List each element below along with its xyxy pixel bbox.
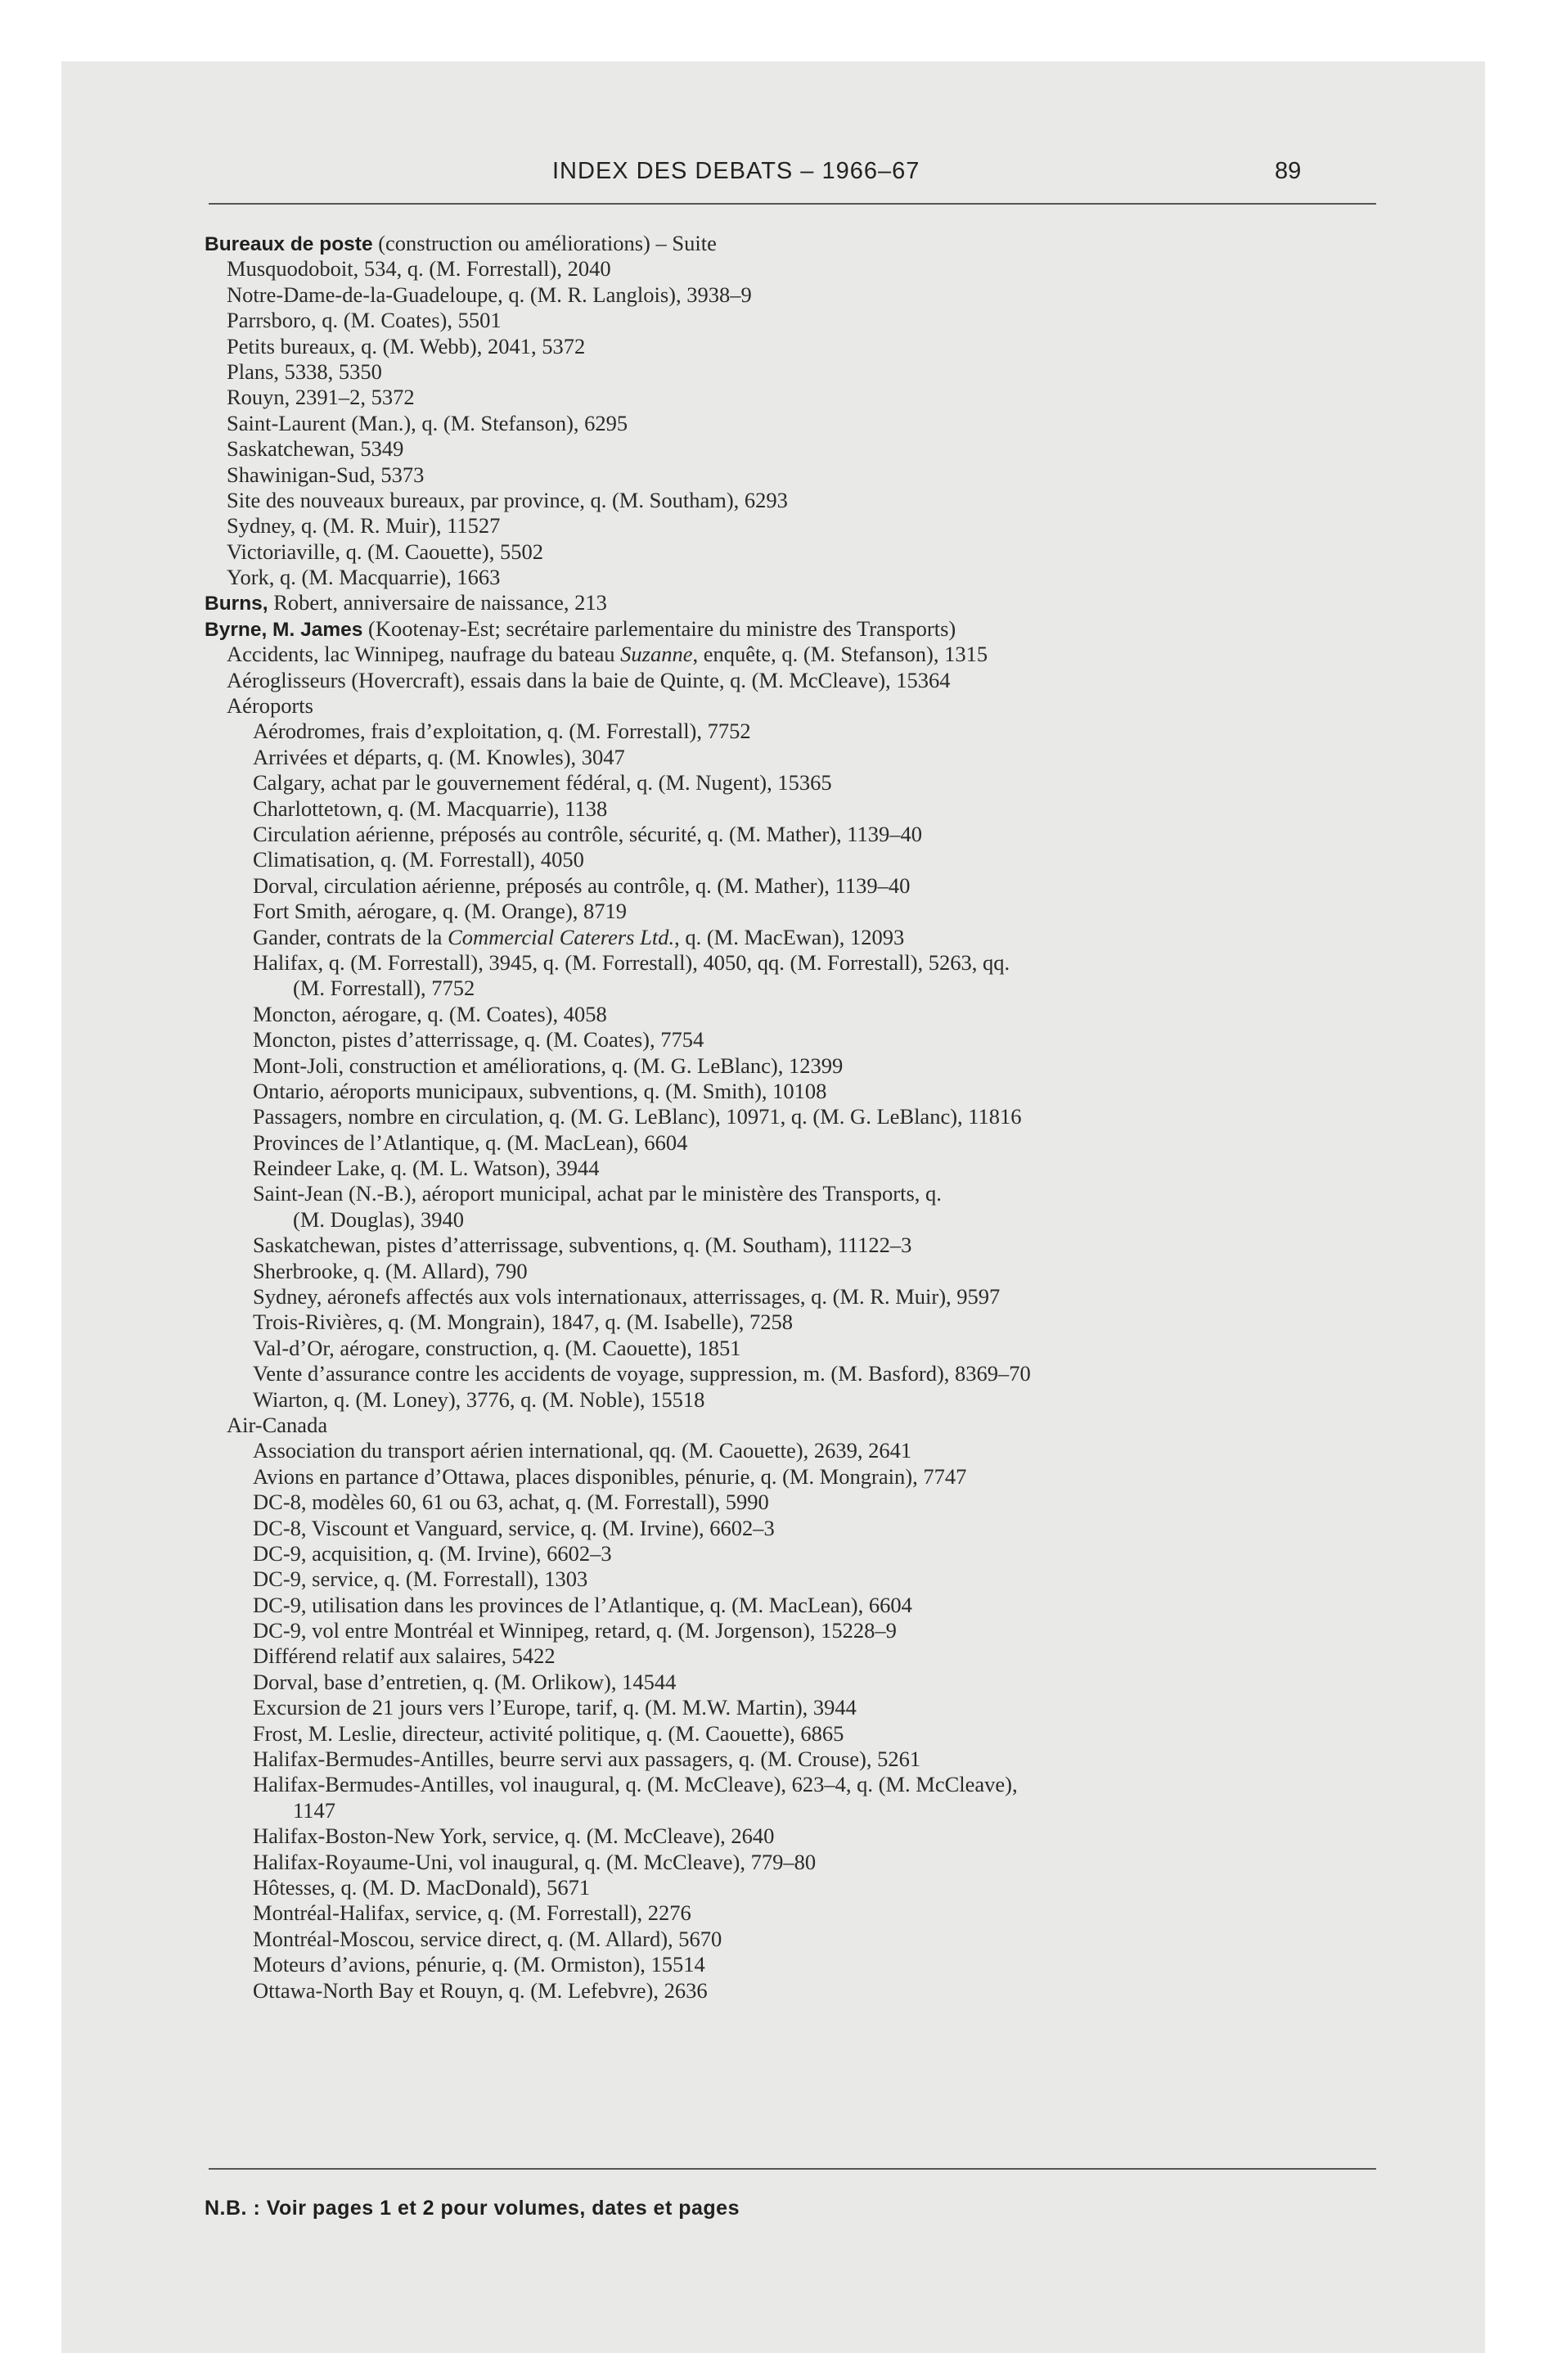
index-entry-text: 1147 bbox=[293, 1797, 336, 1823]
index-subentry bbox=[205, 436, 1399, 462]
index-entry-text: Moncton, aérogare, q. (M. Coates), 4058 bbox=[253, 1001, 607, 1026]
index-subentry bbox=[205, 822, 1399, 847]
index-subentry bbox=[205, 1490, 1399, 1515]
index-subentry bbox=[205, 642, 1399, 667]
index-subentry bbox=[205, 1104, 1399, 1129]
index-headword: Byrne, M. James bbox=[205, 618, 363, 641]
index-subentry bbox=[205, 1027, 1399, 1053]
index-subentry bbox=[205, 1850, 1399, 1875]
index-entry-text: DC-9, utilisation dans les provinces de l’Atlantique, q. (M. MacLean), 6604 bbox=[253, 1592, 912, 1617]
index-subentry bbox=[205, 1156, 1399, 1181]
index-subentry bbox=[205, 847, 1399, 872]
index-entry-text: Victoriaville, q. (M. Caouette), 5502 bbox=[227, 539, 543, 564]
index-subentry bbox=[205, 1670, 1399, 1695]
index-subentry bbox=[205, 770, 1399, 796]
index-subentry bbox=[205, 1233, 1399, 1258]
index-entry-text: Circulation aérienne, préposés au contrôle, sécurité, q. (M. Mather), 1139–40 bbox=[253, 821, 923, 846]
index-entry-text: Halifax-Royaume-Uni, vol inaugural, q. (M. McCleave), 779–80 bbox=[253, 1849, 817, 1874]
index-entry-text-after: , q. (M. MacEwan), 12093 bbox=[674, 924, 905, 949]
index-entry-text: Montréal-Moscou, service direct, q. (M. Allard), 5670 bbox=[253, 1926, 722, 1951]
index-entry-text: Vente d’assurance contre les accidents de voyage, suppression, m. (M. Basford), 8369–70 bbox=[253, 1361, 1031, 1386]
header-rule bbox=[209, 203, 1376, 205]
index-entry-text: Halifax-Bermudes-Antilles, beurre servi aux passagers, q. (M. Crouse), 5261 bbox=[253, 1747, 921, 1772]
index-subentry bbox=[205, 1259, 1399, 1284]
index-entry-text: Avions en partance d’Ottawa, places disponibles, pénurie, q. (M. Mongrain), 7747 bbox=[253, 1463, 967, 1489]
index-subentry bbox=[205, 1952, 1399, 1977]
index-entry-text: Moteurs d’avions, pénurie, q. (M. Ormiston), 15514 bbox=[253, 1952, 705, 1977]
index-entry-text: Reindeer Lake, q. (M. L. Watson), 3944 bbox=[253, 1156, 600, 1181]
index-subentry bbox=[205, 976, 1399, 1001]
index-subentry bbox=[205, 950, 1399, 976]
index-entry-text: Aéroglisseurs (Hovercraft), essais dans la baie de Quinte, q. (M. McCleave), 15364 bbox=[227, 667, 951, 692]
index-entry-text: Charlottetown, q. (M. Macquarrie), 1138 bbox=[253, 796, 608, 821]
index-entry-text: Mont-Joli, construction et améliorations, q. (M. G. LeBlanc), 12399 bbox=[253, 1053, 844, 1078]
index-subentry bbox=[205, 359, 1399, 385]
index-entry-text: Provinces de l’Atlantique, q. (M. MacLean), 6604 bbox=[253, 1129, 688, 1155]
index-entry-text: Climatisation, q. (M. Forrestall), 4050 bbox=[253, 847, 584, 872]
index-entry-text: Saskatchewan, pistes d’atterrissage, subventions, q. (M. Southam), 11122–3 bbox=[253, 1233, 912, 1258]
index-subentry bbox=[205, 308, 1399, 333]
index-entry-text: Accidents, lac Winnipeg, naufrage du bateau bbox=[227, 642, 621, 667]
index-subentry bbox=[205, 1695, 1399, 1720]
index-entry-italic: Commercial Caterers Ltd. bbox=[448, 924, 675, 949]
index-entry-text: Shawinigan-Sud, 5373 bbox=[227, 462, 425, 487]
index-entry-text: Aéroports bbox=[227, 693, 313, 719]
index-subentry bbox=[205, 796, 1399, 822]
index-subentry bbox=[205, 1387, 1399, 1413]
index-subentry bbox=[205, 1413, 1399, 1438]
index-entry-text: York, q. (M. Macquarrie), 1663 bbox=[227, 565, 501, 590]
index-subentry bbox=[205, 513, 1399, 539]
index-heading-entry bbox=[205, 231, 1399, 256]
index-subentry bbox=[205, 385, 1399, 410]
index-entry-text: Dorval, base d’entretien, q. (M. Orlikow), 14544 bbox=[253, 1669, 677, 1694]
index-entry-text: Petits bureaux, q. (M. Webb), 2041, 5372 bbox=[227, 333, 586, 358]
index-subentry bbox=[205, 1927, 1399, 1952]
index-subentry bbox=[205, 1900, 1399, 1926]
index-subentry bbox=[205, 1336, 1399, 1361]
index-entry-text: Saint-Laurent (Man.), q. (M. Stefanson), 6295 bbox=[227, 410, 628, 435]
index-entries bbox=[205, 231, 1399, 2004]
index-entry-text: Hôtesses, q. (M. D. MacDonald), 5671 bbox=[253, 1875, 591, 1900]
index-subentry bbox=[205, 1207, 1399, 1233]
index-subentry bbox=[205, 411, 1399, 436]
index-entry-text: Halifax, q. (M. Forrestall), 3945, q. (M. Forrestall), 4050, qq. (M. Forrestall), 5263, qq. bbox=[253, 949, 1010, 975]
index-page bbox=[61, 61, 1485, 2353]
index-entry-text: Notre-Dame-de-la-Guadeloupe, q. (M. R. Langlois), 3938–9 bbox=[227, 282, 752, 307]
index-subentry bbox=[205, 462, 1399, 488]
index-subentry bbox=[205, 1464, 1399, 1490]
index-entry-text: Robert, anniversaire de naissance, 213 bbox=[268, 590, 607, 615]
index-entry-text: Saint-Jean (N.-B.), aéroport municipal, achat par le ministère des Transports, q. bbox=[253, 1181, 942, 1206]
index-entry-text: Montréal-Halifax, service, q. (M. Forrestall), 2276 bbox=[253, 1900, 691, 1926]
footnote: N.B. : Voir pages 1 et 2 pour volumes, dates et pages bbox=[205, 2197, 740, 2220]
index-entry-text: DC-9, service, q. (M. Forrestall), 1303 bbox=[253, 1566, 588, 1592]
index-subentry bbox=[205, 1130, 1399, 1156]
index-subentry bbox=[205, 488, 1399, 513]
index-subentry bbox=[205, 745, 1399, 770]
index-entry-text: Halifax-Boston-New York, service, q. (M. McCleave), 2640 bbox=[253, 1823, 775, 1849]
index-subentry bbox=[205, 1079, 1399, 1104]
index-subentry bbox=[205, 256, 1399, 282]
index-subentry bbox=[205, 1284, 1399, 1309]
index-entry-text: Arrivées et départs, q. (M. Knowles), 3047 bbox=[253, 744, 625, 769]
index-subentry bbox=[205, 668, 1399, 693]
index-entry-text: Saskatchewan, 5349 bbox=[227, 436, 404, 462]
index-entry-text: Moncton, pistes d’atterrissage, q. (M. Coates), 7754 bbox=[253, 1027, 704, 1053]
index-subentry bbox=[205, 1438, 1399, 1463]
index-subentry bbox=[205, 1772, 1399, 1797]
index-subentry bbox=[205, 925, 1399, 950]
index-subentry bbox=[205, 1618, 1399, 1643]
index-entry-text: Association du transport aérien international, qq. (M. Caouette), 2639, 2641 bbox=[253, 1438, 912, 1463]
index-subentry bbox=[205, 1721, 1399, 1747]
index-heading-entry bbox=[205, 590, 1399, 615]
index-entry-text: Ontario, aéroports municipaux, subventions, q. (M. Smith), 10108 bbox=[253, 1078, 827, 1103]
index-headword: Burns, bbox=[205, 593, 268, 615]
index-subentry bbox=[205, 1541, 1399, 1566]
index-entry-text: Sydney, aéronefs affectés aux vols internationaux, atterrissages, q. (M. R. Muir), 9597 bbox=[253, 1284, 1001, 1309]
index-entry-text: Excursion de 21 jours vers l’Europe, tarif, q. (M. M.W. Martin), 3944 bbox=[253, 1695, 857, 1720]
index-entry-text: Trois-Rivières, q. (M. Mongrain), 1847, q. (M. Isabelle), 7258 bbox=[253, 1309, 793, 1335]
index-entry-text: (M. Forrestall), 7752 bbox=[293, 976, 475, 1001]
index-entry-text: DC-9, vol entre Montréal et Winnipeg, retard, q. (M. Jorgenson), 15228–9 bbox=[253, 1618, 897, 1643]
index-subentry bbox=[205, 1002, 1399, 1027]
index-subentry bbox=[205, 1643, 1399, 1669]
index-entry-text: DC-9, acquisition, q. (M. Irvine), 6602–3 bbox=[253, 1540, 612, 1566]
index-subentry bbox=[205, 565, 1399, 590]
running-head bbox=[61, 151, 1485, 192]
index-entry-text: DC-8, modèles 60, 61 ou 63, achat, q. (M. Forrestall), 5990 bbox=[253, 1490, 769, 1515]
index-entry-text: Plans, 5338, 5350 bbox=[227, 358, 382, 384]
index-entry-text: Musquodoboit, 534, q. (M. Forrestall), 2040 bbox=[227, 256, 611, 282]
index-subentry bbox=[205, 1516, 1399, 1541]
index-entry-text: Fort Smith, aérogare, q. (M. Orange), 8719 bbox=[253, 899, 628, 924]
index-entry-text: Aérodromes, frais d’exploitation, q. (M. Forrestall), 7752 bbox=[253, 719, 751, 744]
index-entry-text: Frost, M. Leslie, directeur, activité politique, q. (M. Caouette), 6865 bbox=[253, 1720, 844, 1746]
page-title: INDEX DES DEBATS – 1966–67 bbox=[552, 158, 920, 184]
index-subentry bbox=[205, 539, 1399, 565]
index-entry-text: Rouyn, 2391–2, 5372 bbox=[227, 385, 415, 410]
index-entry-text: (construction ou améliorations) – Suite bbox=[372, 231, 717, 255]
index-entry-text: Halifax-Bermudes-Antilles, vol inaugural, q. (M. McCleave), 623–4, q. (M. McCleave), bbox=[253, 1772, 1018, 1797]
index-entry-text: Gander, contrats de la bbox=[253, 924, 448, 949]
index-subentry bbox=[205, 899, 1399, 924]
index-subentry bbox=[205, 1309, 1399, 1335]
index-entry-text: (Kootenay-Est; secrétaire parlementaire du ministre des Transports) bbox=[362, 615, 956, 641]
index-subentry bbox=[205, 1875, 1399, 1900]
index-entry-text: Ottawa-North Bay et Rouyn, q. (M. Lefebvre), 2636 bbox=[253, 1977, 708, 2003]
index-subentry bbox=[205, 719, 1399, 744]
index-entry-italic: Suzanne bbox=[620, 642, 693, 667]
index-entry-text: Sydney, q. (M. R. Muir), 11527 bbox=[227, 513, 501, 539]
index-subentry bbox=[205, 1361, 1399, 1386]
index-entry-text: Passagers, nombre en circulation, q. (M. G. LeBlanc), 10971, q. (M. G. LeBlanc), 11816 bbox=[253, 1104, 1022, 1129]
index-entry-text: Site des nouveaux bureaux, par province, q. (M. Southam), 6293 bbox=[227, 487, 788, 512]
index-subentry bbox=[205, 1181, 1399, 1206]
index-entry-text: (M. Douglas), 3940 bbox=[293, 1206, 465, 1232]
index-headword: Bureaux de poste bbox=[205, 233, 373, 255]
index-subentry bbox=[205, 334, 1399, 359]
index-subentry bbox=[205, 1747, 1399, 1772]
index-entry-text: Sherbrooke, q. (M. Allard), 790 bbox=[253, 1258, 528, 1283]
footer-rule bbox=[209, 2168, 1376, 2170]
index-entry-text: Wiarton, q. (M. Loney), 3776, q. (M. Noble), 15518 bbox=[253, 1386, 705, 1412]
index-subentry bbox=[205, 1823, 1399, 1849]
index-subentry bbox=[205, 693, 1399, 719]
index-entry-text-after: , enquête, q. (M. Stefanson), 1315 bbox=[692, 642, 988, 667]
index-subentry bbox=[205, 1053, 1399, 1079]
index-subentry bbox=[205, 282, 1399, 308]
index-entry-text: Val-d’Or, aérogare, construction, q. (M. Caouette), 1851 bbox=[253, 1335, 741, 1360]
index-entry-text: Air-Canada bbox=[227, 1412, 328, 1437]
index-entry-text: Différend relatif aux salaires, 5422 bbox=[253, 1643, 556, 1669]
index-entry-text: Calgary, achat par le gouvernement fédéral, q. (M. Nugent), 15365 bbox=[253, 770, 832, 796]
index-subentry bbox=[205, 1593, 1399, 1618]
index-subentry bbox=[205, 873, 1399, 899]
index-subentry bbox=[205, 1566, 1399, 1592]
page-number: 89 bbox=[1275, 158, 1302, 184]
index-subentry bbox=[205, 1798, 1399, 1823]
index-entry-text: Parrsboro, q. (M. Coates), 5501 bbox=[227, 308, 502, 333]
index-subentry bbox=[205, 1978, 1399, 2004]
index-heading-entry bbox=[205, 616, 1399, 642]
index-entry-text: DC-8, Viscount et Vanguard, service, q. (M. Irvine), 6602–3 bbox=[253, 1515, 775, 1540]
index-entry-text: Dorval, circulation aérienne, préposés au contrôle, q. (M. Mather), 1139–40 bbox=[253, 872, 911, 898]
